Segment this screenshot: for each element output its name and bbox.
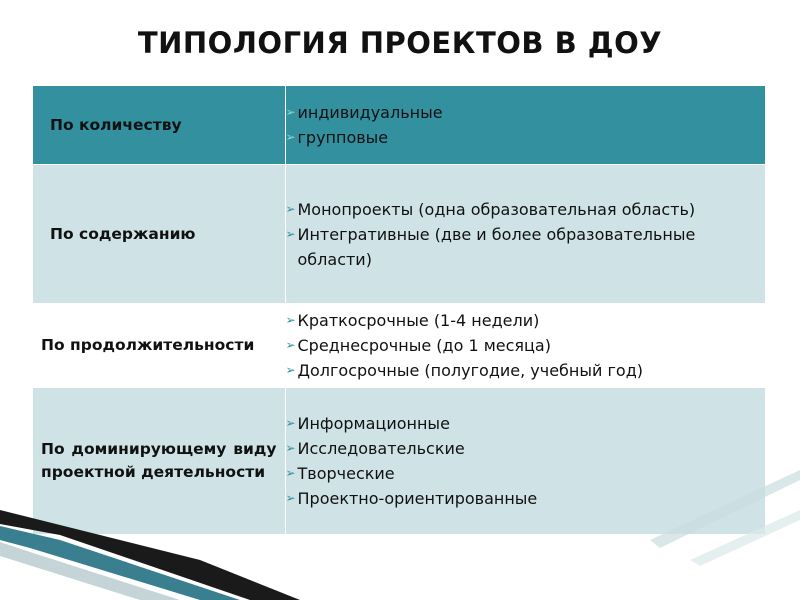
arrow-bullet-icon: ➢ <box>285 338 296 352</box>
item-text: индивидуальные <box>297 103 443 122</box>
list-item <box>286 461 766 486</box>
list-item <box>286 486 766 511</box>
arrow-bullet-icon: ➢ <box>285 441 296 455</box>
item-text: Долгосрочные (полугодие, учебный год) <box>297 361 643 380</box>
item-text: Монопроекты (одна образовательная область) <box>297 199 696 219</box>
arrow-bullet-icon: ➢ <box>285 201 296 216</box>
list-item <box>286 333 766 358</box>
item-text: Проектно-ориентированные <box>297 489 538 508</box>
item-text: Краткосрочные (1-4 недели) <box>297 311 540 330</box>
arrow-bullet-icon: ➢ <box>285 363 296 377</box>
item-text: групповые <box>297 128 389 147</box>
items-cell <box>285 165 765 304</box>
table-row <box>33 86 765 165</box>
items-cell <box>285 388 765 535</box>
list-item <box>286 222 766 272</box>
items-cell <box>285 86 765 165</box>
item-list <box>286 411 766 511</box>
list-item <box>286 100 766 125</box>
list-item <box>286 197 766 222</box>
item-text: Информационные <box>297 414 450 433</box>
table-row <box>33 388 765 535</box>
arrow-bullet-icon: ➢ <box>285 466 296 480</box>
item-text: Творческие <box>297 464 395 483</box>
items-cell <box>285 304 765 388</box>
list-item <box>286 436 766 461</box>
category-cell: По доминирующему виду проектной деятельности <box>33 388 285 535</box>
category-cell: По продолжительности <box>33 304 285 388</box>
arrow-bullet-icon: ➢ <box>285 491 296 505</box>
item-text: Интегративные (две и более образовательные области) <box>297 224 696 269</box>
table-row <box>33 165 765 304</box>
table-row <box>33 304 765 388</box>
arrow-bullet-icon: ➢ <box>285 416 296 430</box>
list-item <box>286 411 766 436</box>
item-text: Исследовательские <box>297 439 465 458</box>
arrow-bullet-icon: ➢ <box>285 130 296 144</box>
category-cell: По содержанию <box>33 165 285 304</box>
item-text: Среднесрочные (до 1 месяца) <box>297 336 551 355</box>
slide-title: ТИПОЛОГИЯ ПРОЕКТОВ В ДОУ <box>137 26 663 60</box>
list-item <box>286 308 766 333</box>
item-list <box>286 197 766 272</box>
arrow-bullet-icon: ➢ <box>285 105 296 119</box>
list-item <box>286 358 766 383</box>
list-item <box>286 125 766 150</box>
item-list <box>286 100 766 150</box>
arrow-bullet-icon: ➢ <box>285 226 296 241</box>
item-list <box>286 308 766 383</box>
arrow-bullet-icon: ➢ <box>285 313 296 327</box>
typology-table <box>33 86 765 535</box>
category-cell: По количеству <box>33 86 285 165</box>
